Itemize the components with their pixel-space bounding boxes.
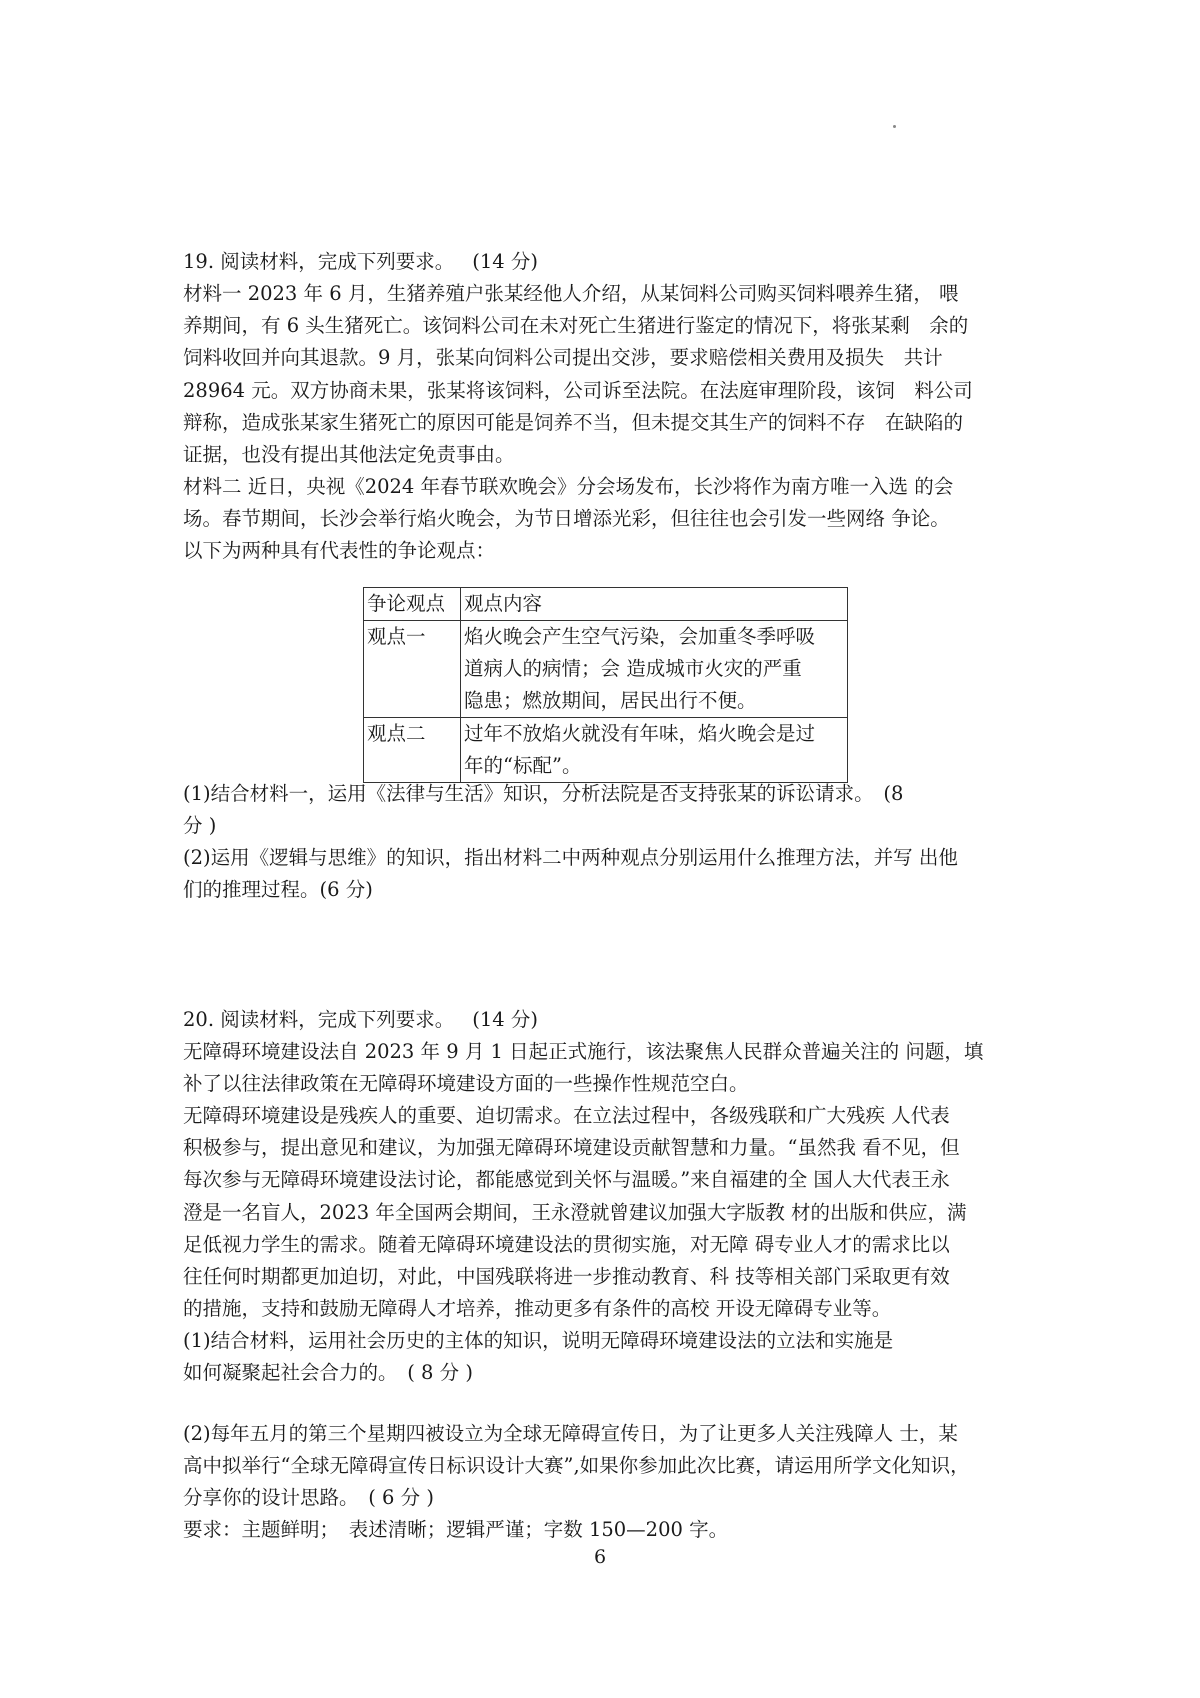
text-line: (1)结合材料一，运用《法律与生活》知识，分析法院是否支持张某的诉讼请求。 (8 <box>183 782 904 805</box>
table-header-cell: 观点内容 <box>461 588 848 621</box>
table-header-row <box>364 588 848 621</box>
q19-title-text: 19. 阅读材料，完成下列要求。 <box>183 250 455 273</box>
text-line: 积极参与，提出意见和建议，为加强无障碍环境建设贡献智慧和力量。“虽然我 看不见，但 <box>183 1136 960 1160</box>
text-line: 材料二 近日，央视《2024 年春节联欢晚会》分会场发布，长沙将作为南方唯一入选 的会 <box>183 475 954 498</box>
q20-paragraph-1 <box>183 1036 1023 1100</box>
cell-line: 道病人的病情；会 造成城市火灾的严重 <box>464 657 802 680</box>
cell-line: 焰火晚会产生空气污染，会加重冬季呼吸 <box>464 625 816 648</box>
table-header-cell: 争论观点 <box>364 588 461 621</box>
text-line: (1)结合材料，运用社会历史的主体的知识，说明无障碍环境建设法的立法和实施是 <box>183 1329 894 1352</box>
text-line: 澄是一名盲人，2023 年全国两会期间，王永澄就曾建议加强大字版教 材的出版和供应，满 <box>183 1200 967 1224</box>
text-line: 如何凝聚起社会合力的。 ( 8 分 ) <box>183 1361 473 1385</box>
text-line: 每次参与无障碍环境建设法讨论，都能感觉到关怀与温暖。”来自福建的全 国人大代表王永 <box>183 1168 950 1192</box>
q19-material-2 <box>183 471 1023 568</box>
text-line: 28964 元。双方协商未果，张某将该饲料，公司诉至法院。在法庭审理阶段，该饲 料公司 <box>183 378 973 402</box>
q20-title-text: 20. 阅读材料，完成下列要求。 <box>183 1008 455 1031</box>
text-line: 无障碍环境建设是残疾人的重要、迫切需求。在立法过程中，各级残联和广大残疾 人代表 <box>183 1104 950 1127</box>
text-line: 高中拟举行“全球无障碍宣传日标识设计大赛”,如果你参加此次比赛，请运用所学文化知识， <box>183 1454 970 1478</box>
q19-sub-question-2 <box>183 842 1023 906</box>
viewpoints-table <box>363 587 848 783</box>
q20-sub-question-1 <box>183 1325 1023 1389</box>
text-line: 以下为两种具有代表性的争论观点： <box>183 539 496 563</box>
q20-score: (14 分) <box>472 1008 538 1031</box>
text-line: 分 ) <box>183 814 217 838</box>
cell-line: 过年不放焰火就没有年味，焰火晚会是过 <box>464 722 816 745</box>
text-line: 辩称，造成张某家生猪死亡的原因可能是饲养不当，但未提交其生产的饲料不存 在缺陷的 <box>183 410 964 434</box>
text-line: 材料一 2023 年 6 月，生猪养殖户张某经他人介绍，从某饲料公司购买饲料喂养生猪， 喂 <box>183 282 959 305</box>
q20-title <box>183 1004 1023 1036</box>
text-line: 往任何时期都更加迫切，对此，中国残联将进一步推动教育、科 技等相关部门采取更有效 <box>183 1265 950 1289</box>
text-line: 们的推理过程。(6 分) <box>183 878 373 902</box>
scan-speck <box>893 125 896 128</box>
q19-material-1 <box>183 278 1023 471</box>
viewpoint-label: 观点二 <box>364 718 461 783</box>
viewpoint-content <box>461 621 848 718</box>
cell-line: 隐患；燃放期间，居民出行不便。 <box>464 689 757 712</box>
text-line: 分享你的设计思路。 ( 6 分 ) <box>183 1486 434 1510</box>
q19-sub-question-1 <box>183 778 1023 842</box>
viewpoint-content <box>461 718 848 783</box>
text-line: 补了以往法律政策在无障碍环境建设方面的一些操作性规范空白。 <box>183 1072 749 1096</box>
text-line: (2)运用《逻辑与思维》的知识，指出材料二中两种观点分别运用什么推理方法，并写 出他 <box>183 846 958 869</box>
q20-sub-question-2 <box>183 1418 1023 1515</box>
q20-paragraph-2 <box>183 1100 1023 1325</box>
q20-requirement <box>183 1514 1023 1546</box>
table-row <box>364 718 848 783</box>
cell-line: 年的“标配”。 <box>464 754 582 777</box>
text-line: 场。春节期间，长沙会举行焰火晚会，为节日增添光彩，但往往也会引发一些网络 争论。 <box>183 507 950 531</box>
text-line: 证据，也没有提出其他法定免责事由。 <box>183 443 515 467</box>
text-line: 足低视力学生的需求。随着无障碍环境建设法的贯彻实施，对无障 碍专业人才的需求比以 <box>183 1232 950 1256</box>
q19-title <box>183 246 1023 278</box>
text-line: (2)每年五月的第三个星期四被设立为全球无障碍宣传日，为了让更多人关注残障人 士，某 <box>183 1422 958 1445</box>
q19-score: (14 分) <box>472 250 538 273</box>
text-line: 无障碍环境建设法自 2023 年 9 月 1 日起正式施行，该法聚焦人民群众普遍关注的 问题，填 <box>183 1040 984 1063</box>
text-line: 养期间，有 6 头生猪死亡。该饲料公司在未对死亡生猪进行鉴定的情况下，将张某剩 余的 <box>183 314 969 338</box>
text-line: 要求：主题鲜明； 表述清晰；逻辑严谨；字数 150—200 字。 <box>183 1518 729 1541</box>
text-line: 饲料收回并向其退款。9 月，张某向饲料公司提出交涉，要求赔偿相关费用及损失 共计 <box>183 346 943 370</box>
viewpoint-label: 观点一 <box>364 621 461 718</box>
text-line: 的措施，支持和鼓励无障碍人才培养，推动更多有条件的高校 开设无障碍专业等。 <box>183 1297 892 1321</box>
page-number: 6 <box>593 1546 607 1568</box>
table-row <box>364 621 848 718</box>
